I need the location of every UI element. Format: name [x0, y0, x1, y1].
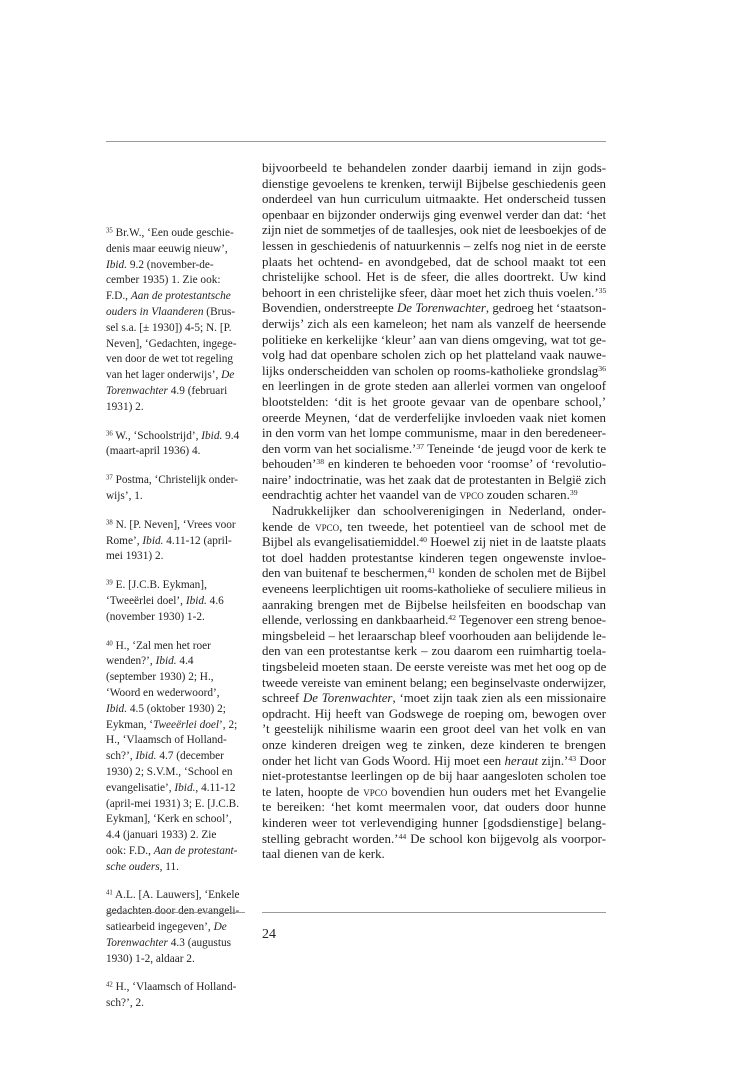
italic-text: Torenwachter	[106, 384, 168, 397]
text-line	[106, 578, 245, 594]
text-line	[262, 785, 606, 801]
footnote-reference: 38	[106, 519, 113, 527]
text-line	[262, 348, 606, 364]
text-run: behoort in een christelijke sfeer, dàar moet het zich thuis voelen.’	[262, 285, 599, 300]
text-line	[106, 337, 245, 353]
text-run: 4.6	[206, 594, 224, 607]
text-run: Rome’,	[106, 534, 143, 547]
text-run: oreerde Meynen, ‘dat de verderfelijke invloeden vaak niet komen	[262, 410, 606, 425]
text-line	[106, 686, 245, 702]
text-run: Eykman, ‘	[106, 718, 154, 731]
text-line	[106, 639, 245, 655]
italic-text: heraut	[504, 753, 539, 768]
text-run: zijn niet de sommetjes of de taallesjes, ook niet de leesboekjes of de	[262, 223, 607, 238]
text-line	[106, 242, 245, 258]
text-run: niet-protestantse leerlingen op de bij haar aangesloten scholen toe	[262, 769, 606, 784]
top-rule	[106, 141, 606, 142]
text-line	[262, 676, 606, 692]
text-line	[262, 457, 606, 473]
footnote	[106, 518, 245, 565]
text-line	[106, 920, 245, 936]
text-run: zijn.’	[538, 753, 569, 768]
text-run: (april-mei 1931) 3; E. [J.C.B.	[106, 797, 240, 810]
text-line	[262, 738, 606, 754]
small-caps-text: vpco	[363, 784, 388, 799]
text-line	[262, 847, 606, 863]
text-line	[262, 488, 606, 504]
text-run: De school kon bijgevolg als voorpor-	[406, 831, 607, 846]
text-run: ’t geestelijk nihilisme waarin een groot deel van het volk en van	[262, 722, 606, 737]
text-run: blootstelden: ‘dit is het groote gevaar van de openbare school,’	[262, 394, 606, 409]
text-line	[262, 364, 606, 380]
text-line	[106, 670, 245, 686]
text-run: zouden scharen.	[483, 488, 570, 503]
text-run: 4.7 (december	[156, 750, 224, 763]
text-line	[262, 161, 606, 177]
text-line	[262, 816, 606, 832]
text-run: 9.4	[222, 429, 240, 442]
italic-text: De	[213, 921, 227, 934]
footnote-reference: 43	[568, 753, 577, 763]
italic-text: Ibid.	[106, 258, 128, 271]
footnote-reference: 41	[106, 889, 113, 897]
text-line	[262, 301, 606, 317]
text-line	[262, 286, 606, 302]
footnote	[106, 473, 245, 505]
text-line	[106, 936, 245, 952]
main-text-column	[262, 161, 606, 863]
italic-text: Aan de protestant-	[153, 844, 238, 857]
text-run: ‘Woord en wederwoord’,	[106, 686, 220, 699]
text-run: opdracht. Hij heeft van Godswege de roeping om, bewogen over	[262, 706, 606, 721]
text-line	[106, 384, 245, 400]
text-run: te laten, hoopte de	[262, 784, 364, 799]
text-run: H., ‘Zal men het roer	[112, 639, 211, 652]
text-run: eveneens leerplichtigen uit rooms-katholieke of seculiere milieus in	[262, 582, 606, 597]
text-run: E. [J.C.B. Eykman],	[112, 579, 207, 592]
footnote-reference: 39	[569, 488, 578, 498]
text-run: , 4.11-12	[195, 781, 236, 794]
text-run: christelijke school. Het is de sfeer, die alles doortrekt. Uw kind	[262, 270, 606, 285]
text-run: (september 1930) 2; H.,	[106, 671, 214, 684]
text-line	[262, 707, 606, 723]
text-run: W., ‘Schoolstrijd’,	[112, 429, 202, 442]
text-line	[106, 765, 245, 781]
text-run: ’, 2;	[219, 718, 238, 731]
footnote-reference: 35	[598, 285, 607, 295]
text-line	[106, 797, 245, 813]
italic-text: De Torenwachter	[302, 691, 393, 706]
text-line	[262, 395, 606, 411]
small-caps-text: vpco	[459, 488, 484, 503]
text-line	[106, 352, 245, 368]
text-run: 4.9 (februari	[167, 384, 228, 397]
text-line	[262, 177, 606, 193]
text-run: politieke en kerkelijke ‘kleur’ aan van diens omgeving, wat tot ge-	[262, 332, 606, 347]
text-line	[106, 400, 245, 416]
footnotes-bottom-rule	[106, 912, 245, 913]
text-line	[106, 549, 245, 565]
text-run: ‘Tweeërlei doel’,	[106, 594, 186, 607]
footnote-reference: 40	[419, 535, 427, 544]
text-run: 4.4 (januari 1933) 2. Zie	[106, 829, 217, 842]
text-line	[106, 444, 245, 460]
text-run: kinderen weer tot verlevendiging hunner [godsdienstige] belang-	[262, 815, 606, 830]
text-run: Eykman], ‘Kerk en school’,	[106, 813, 232, 826]
text-line	[106, 534, 245, 550]
text-line	[106, 518, 245, 534]
footnote-reference: 35	[106, 227, 113, 235]
italic-text: ouders in Vlaanderen	[106, 305, 204, 318]
text-line	[262, 333, 606, 349]
text-run: taal dienen van de kerk.	[262, 847, 385, 862]
page-number: 24	[262, 927, 276, 942]
text-line	[262, 722, 606, 738]
text-run: aanraking brengen met de Bijbelse heilsfeiten en boodschap van	[262, 597, 606, 612]
text-run: 1930) 1-2, aldaar 2.	[106, 952, 195, 965]
footnote-reference: 44	[398, 831, 407, 841]
text-line	[262, 629, 606, 645]
text-line	[106, 305, 245, 321]
text-run: in den vorm van het lompe communisme, maar in den beredeneer-	[262, 426, 606, 441]
italic-text: Ibid.	[106, 702, 128, 715]
main-text-bottom-rule	[262, 912, 606, 913]
text-line	[106, 888, 245, 904]
text-run: A.L. [A. Lauwers], ‘Enkele	[112, 889, 240, 902]
text-line	[262, 800, 606, 816]
text-line	[106, 828, 245, 844]
text-line	[262, 535, 606, 551]
footnote	[106, 980, 245, 1012]
text-run: onze kinderen dreigen weg te zinken, deze kinderen te brengen	[262, 737, 606, 752]
text-line	[106, 844, 245, 860]
text-run: kende de	[262, 519, 316, 534]
text-line	[106, 429, 245, 445]
text-run: naire’ indoctrinatie, was het zaak dat de protestanten in België zich	[262, 472, 606, 487]
text-run: wijs’, 1.	[106, 489, 143, 502]
footnote	[106, 639, 245, 876]
text-run: , gedroeg het ‘staatson-	[485, 301, 607, 316]
italic-text: Ibid.	[155, 655, 177, 668]
text-run: bijvoorbeeld te behandelen zonder daarbij iemand in zijn gods-	[262, 161, 606, 175]
text-line	[262, 613, 606, 629]
text-run: volg had dat openbare scholen zich op het platteland vaak nauwe-	[262, 348, 606, 363]
text-line	[262, 270, 606, 286]
text-line	[262, 598, 606, 614]
text-run: sel s.a. [± 1930]) 4-5; N. [P.	[106, 321, 232, 334]
text-run: Neven], ‘Gedachten, ingege-	[106, 337, 237, 350]
text-run: ook: F.D.,	[106, 844, 154, 857]
text-run: wenden?’,	[106, 655, 156, 668]
text-run: konden de scholen met de Bijbel	[435, 566, 607, 581]
text-line	[106, 996, 245, 1012]
text-run: cember 1935) 1. Zie ook:	[106, 274, 221, 287]
text-run: te bereiken: ‘het komt meermalen voor, dat ouders door hunne	[262, 800, 606, 815]
text-line	[262, 832, 606, 848]
text-run: onder het licht van Gods Woord. Hij moet een	[262, 753, 505, 768]
text-run: (Brus-	[203, 305, 236, 318]
text-line	[262, 582, 606, 598]
text-run: Hoewel zij niet in de laatste plaats	[426, 535, 606, 550]
footnote-reference: 40	[106, 639, 113, 647]
text-run: 9.2 (november-de-	[127, 258, 214, 271]
footnotes-column	[106, 226, 245, 1025]
text-run: , 11.	[159, 860, 180, 873]
text-line	[106, 489, 245, 505]
italic-text: Tweeërlei doel	[153, 718, 220, 731]
text-run: derwijs’ zich als een kameleon; het nam als vanzelf de heersende	[262, 316, 606, 331]
text-run: tweede vereiste van eminent belang; een beginselvaste onderwijzer,	[262, 675, 606, 690]
text-run: tingsbeleid moeten staan. De eerste vereiste was met het oog op de	[262, 660, 607, 674]
footnote-reference: 39	[106, 579, 113, 587]
text-run: (maart-april 1936) 4.	[106, 445, 201, 458]
text-run: den vorm van het socialisme.’	[262, 441, 417, 456]
text-line	[106, 610, 245, 626]
text-run: den van buitenaf te beschermen,	[262, 566, 428, 581]
text-line	[262, 769, 606, 785]
footnote-reference: 42	[106, 981, 113, 989]
text-run: N. [P. Neven], ‘Vrees voor	[112, 518, 236, 531]
text-line	[262, 644, 606, 660]
text-run: behouden’	[262, 457, 317, 472]
text-run: openbaar en bijzonder onderwijs ging evenwel verder dan dat: ‘het	[262, 207, 606, 222]
italic-text: Ibid.	[135, 750, 157, 763]
text-run: denis maar eeuwig nieuw’,	[106, 242, 228, 255]
text-line	[262, 317, 606, 333]
text-run: H., ‘Vlaamsch of Holland-	[112, 981, 237, 994]
text-run: Teneinde ‘de jeugd voor de kerk te	[423, 441, 606, 456]
text-line	[106, 368, 245, 384]
text-line	[106, 860, 245, 876]
text-run: ellende, verlossing en dankbaarheid.	[262, 613, 449, 628]
text-run: lijks onderscheidden van scholen op rooms-katholieke grondslag	[262, 363, 599, 378]
text-line	[262, 660, 606, 676]
italic-text: Ibid.	[201, 429, 223, 442]
text-line	[262, 411, 606, 427]
text-line	[262, 566, 606, 582]
text-run: eendrachtig achter het vaandel van de	[262, 488, 460, 503]
text-run: , ten tweede, het potentieel van de school met de	[339, 519, 606, 534]
italic-text: De Torenwachter	[396, 301, 486, 316]
text-run: 1931) 2.	[106, 400, 144, 413]
text-run: tot doel hadden protestantse kinderen tegen ongewenste invloe-	[262, 550, 606, 565]
text-run: evangelisatie’,	[106, 781, 175, 794]
text-run: Bijbel als evangelisatiemiddel.	[262, 535, 420, 550]
text-line	[262, 691, 606, 707]
footnote	[106, 578, 245, 625]
text-run: sch?’,	[106, 750, 136, 763]
text-line	[262, 192, 606, 208]
text-run: Br.W., ‘Een oude geschie-	[112, 227, 234, 239]
footnote-reference: 41	[427, 566, 436, 576]
italic-text: Ibid.	[142, 534, 164, 547]
text-run: H., ‘Vlaamsch of Holland-	[106, 734, 227, 747]
text-run: lessen in geschiedenis of natuurkennis – zelfs nog niet in de eerste	[262, 238, 606, 253]
text-line	[106, 594, 245, 610]
footnote-reference: 36	[106, 429, 113, 437]
footnote-reference: 42	[448, 612, 456, 622]
text-line	[106, 718, 245, 734]
text-line	[106, 733, 245, 749]
text-run: en kinderen te behoeden voor ‘roomse’ of ‘revolutio-	[324, 457, 606, 472]
footnote-reference: 37	[106, 474, 113, 482]
text-line	[262, 520, 606, 536]
small-caps-text: vpco	[315, 519, 340, 534]
text-run: Door	[576, 753, 606, 768]
text-run: F.D.,	[106, 290, 131, 303]
text-line	[262, 504, 606, 520]
text-line	[262, 208, 606, 224]
text-line	[262, 426, 606, 442]
text-run: en leerlingen in de grote steden aan allerlei vormen van ongeloof	[262, 379, 606, 394]
text-run: schreef	[262, 691, 303, 706]
text-line	[262, 551, 606, 567]
text-run: 4.11-12 (april-	[163, 534, 232, 547]
text-run: (november 1930) 1-2.	[106, 610, 205, 623]
text-line	[106, 654, 245, 670]
text-run: , ‘moet zijn taak zien als een missionaire	[392, 691, 607, 706]
text-run: plaats het ochtend- en avondgebed, dat de school maakt tot een	[262, 254, 606, 269]
text-run: 4.4	[176, 655, 194, 668]
text-run: Tegenover een streng benoe-	[455, 613, 606, 628]
footnote-reference: 36	[598, 363, 606, 373]
text-line	[106, 980, 245, 996]
text-line	[262, 442, 606, 458]
text-run: den van een protestantse kerk – zou daarom een ruimhartig toela-	[262, 644, 606, 659]
text-line	[106, 258, 245, 274]
footnote	[106, 888, 245, 967]
text-run: mei 1931) 2.	[106, 550, 164, 563]
text-run: van het lager onderwijs’,	[106, 369, 222, 382]
text-line	[262, 239, 606, 255]
text-line	[106, 226, 245, 242]
italic-text: Ibid.	[174, 781, 196, 794]
footnote-reference: 37	[416, 441, 424, 451]
text-run: mingsbeleid – het leraarschap bleef voorhouden aan belijdende le-	[262, 628, 606, 643]
text-line	[106, 473, 245, 489]
text-line	[262, 379, 606, 395]
text-line	[106, 289, 245, 305]
text-run: 1930) 2; S.V.M., ‘School en	[106, 765, 233, 778]
footnote-reference: 38	[316, 457, 325, 467]
text-line	[106, 749, 245, 765]
text-line	[262, 754, 606, 770]
text-line	[262, 255, 606, 271]
footnote	[106, 429, 245, 461]
text-run: ven door de wet tot regeling	[106, 353, 234, 366]
italic-text: Aan de protestantsche	[130, 290, 231, 303]
text-line	[106, 702, 245, 718]
text-run: satiearbeid ingegeven’,	[106, 921, 214, 934]
italic-text: De	[221, 369, 235, 382]
text-run: Nadrukkelijker dan schoolverenigingen in Nederland, onder-	[272, 504, 606, 519]
text-line	[106, 952, 245, 968]
text-line	[106, 781, 245, 797]
text-run: sch?’, 2.	[106, 997, 144, 1010]
text-line	[106, 812, 245, 828]
text-line	[106, 321, 245, 337]
text-run: Bovendien, onderstreepte	[262, 301, 397, 316]
text-line	[262, 473, 606, 489]
italic-text: Ibid.	[185, 594, 207, 607]
italic-text: Torenwachter	[106, 936, 168, 949]
text-run: onderdeel van hun curriculum uitmaakte. Het onderscheid tussen	[262, 192, 606, 207]
text-run: stelling gebracht worden.’	[262, 831, 399, 846]
footnote	[106, 226, 245, 416]
text-run: bovendien hun ouders met het Evangelie	[387, 784, 606, 799]
text-line	[262, 223, 606, 239]
text-run: 4.3 (augustus	[167, 936, 232, 949]
text-run: Postma, ‘Christelijk onder-	[112, 474, 239, 487]
text-run: dienstige gevoelens te krenken, terwijl Bijbelse geschiedenis geen	[262, 176, 606, 191]
text-line	[106, 273, 245, 289]
text-run: 4.5 (oktober 1930) 2;	[127, 702, 226, 715]
italic-text: sche ouders	[106, 860, 160, 873]
